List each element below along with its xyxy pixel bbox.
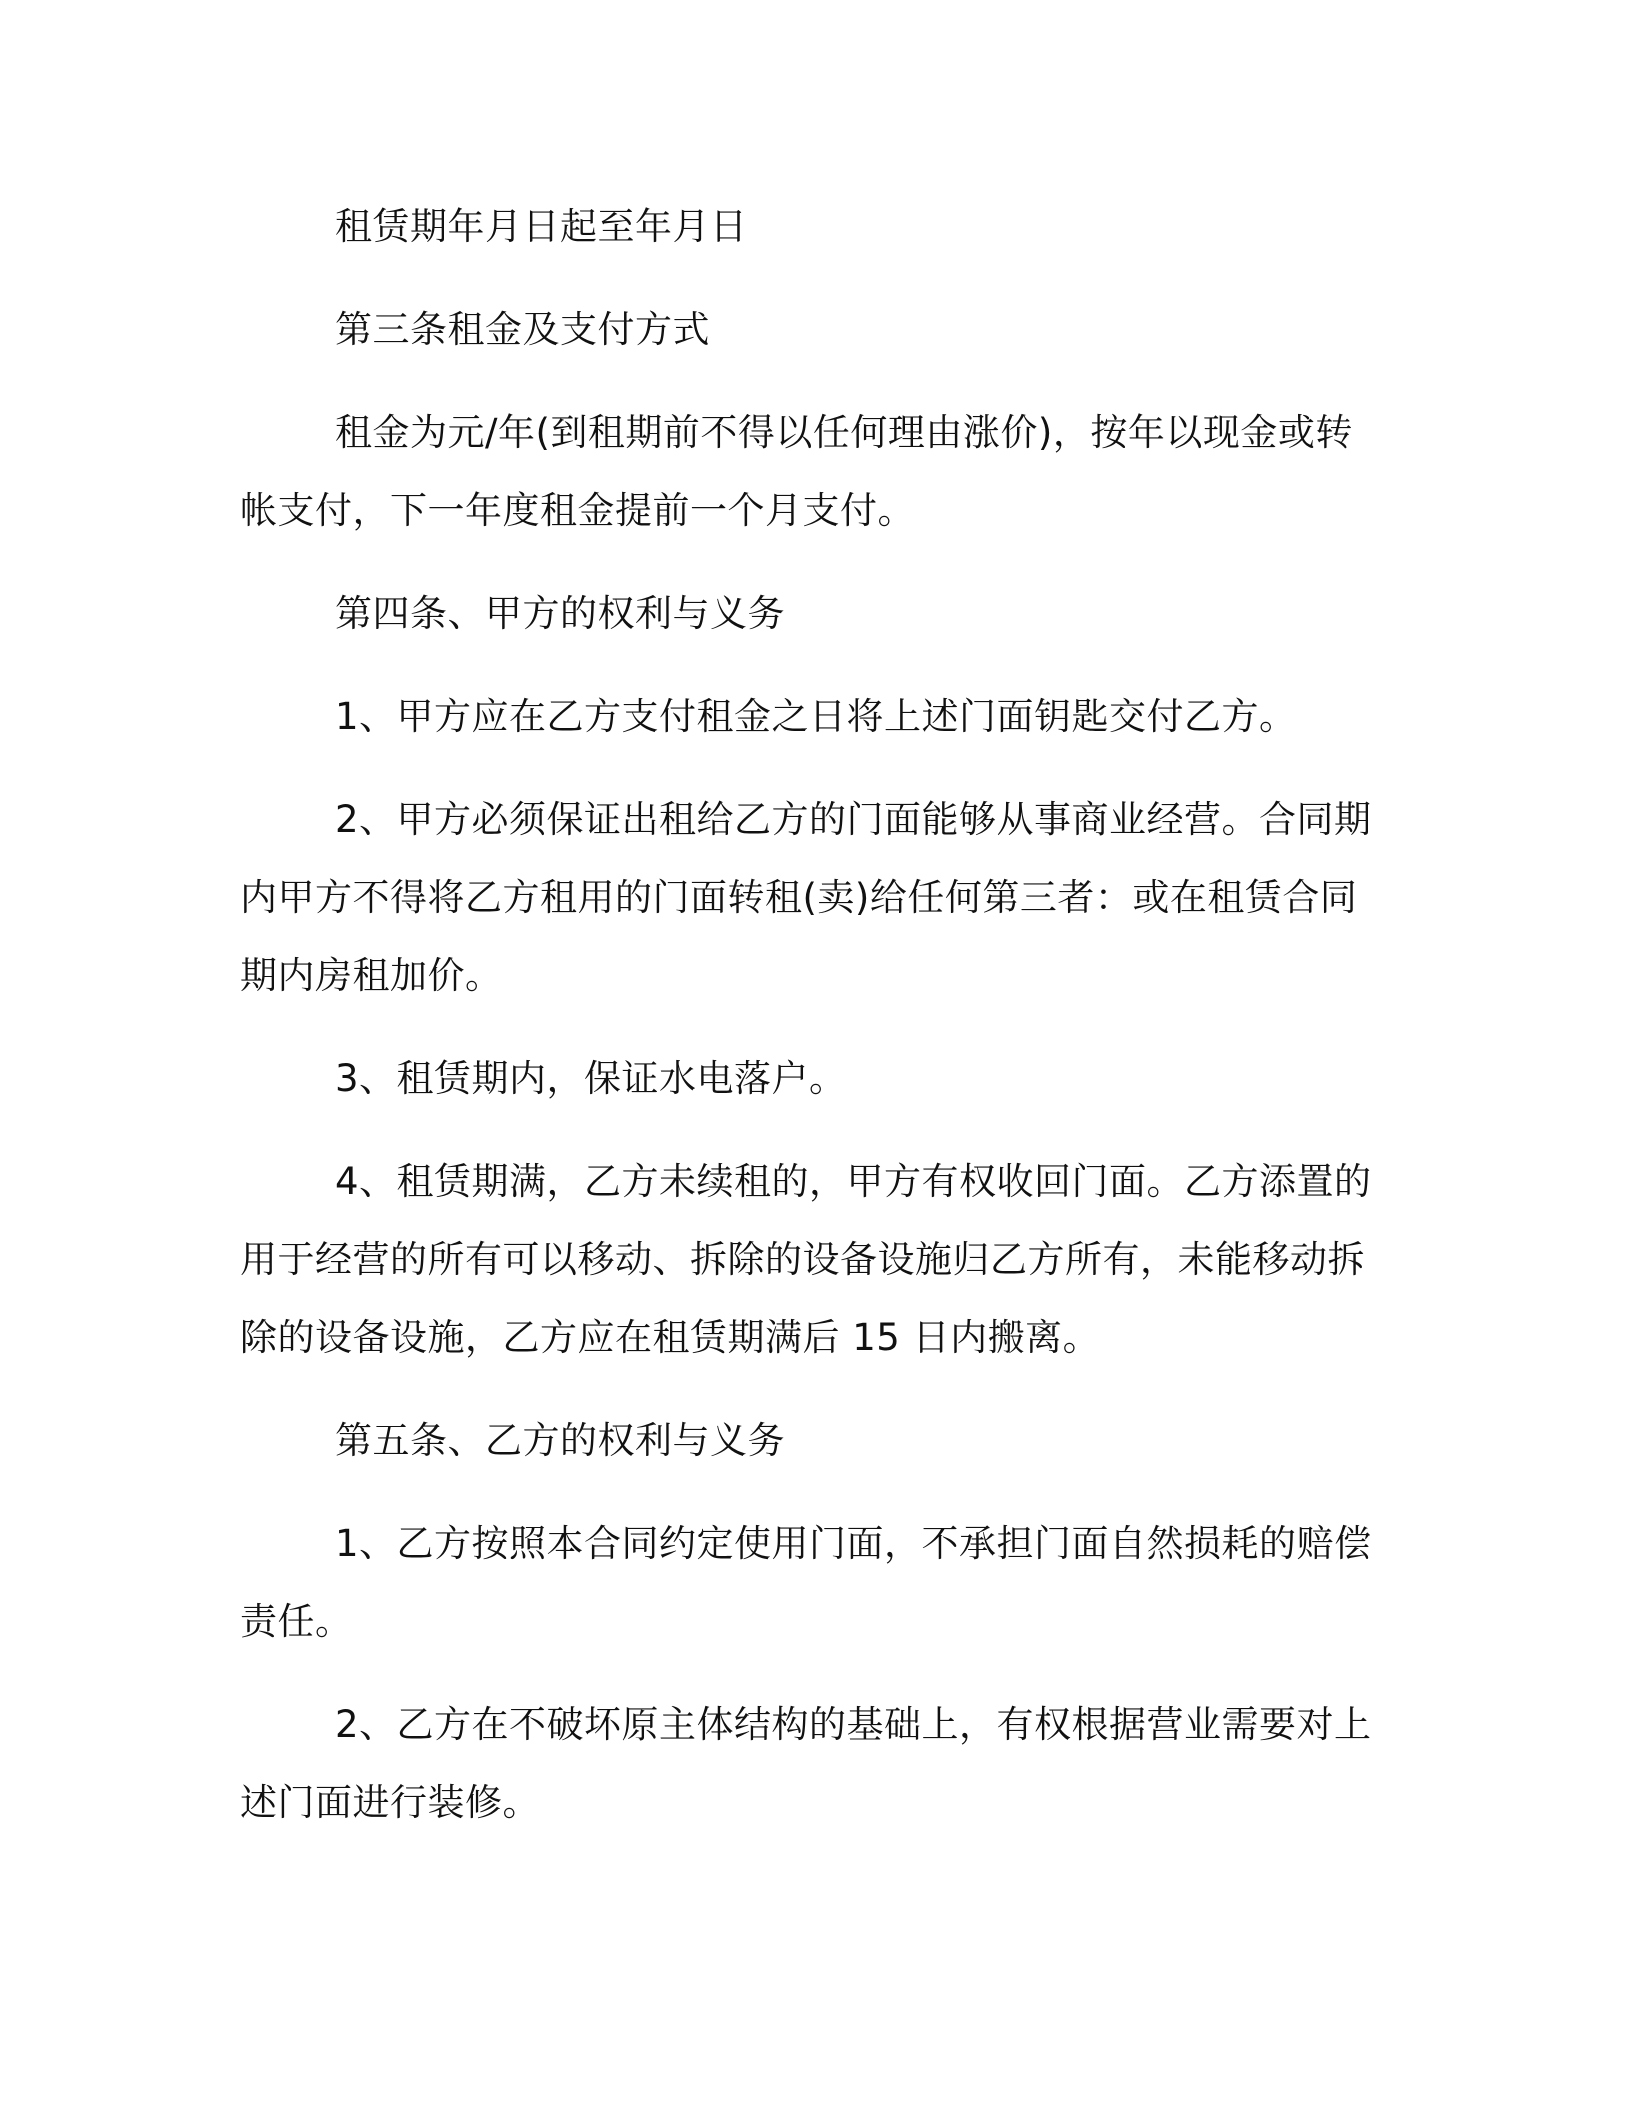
article-4-item-3: 3、租赁期内，保证水电落户。 [335,1057,847,1100]
article-5-item-2: 2、乙方在不破坏原主体结构的基础上，有权根据营业需要对上述门面进行装修。 [240,1703,1372,1824]
lease-term-line: 租赁期年月日起至年月日 [335,205,748,248]
article-5-item-1: 1、乙方按照本合同约定使用门面，不承担门面自然损耗的赔偿责任。 [240,1522,1372,1643]
article-3-rent-clause: 租金为元/年(到租期前不得以任何理由涨价)，按年以现金或转帐支付，下一年度租金提前一个月支付。 [240,411,1353,532]
article-4-item-2: 2、甲方必须保证出租给乙方的门面能够从事商业经营。合同期内甲方不得将乙方租用的门面转租(卖)给任何第三者：或在租赁合同期内房租加价。 [240,798,1372,997]
article-4-item-4: 4、租赁期满，乙方未续租的，甲方有权收回门面。乙方添置的用于经营的所有可以移动、拆除的设备设施归乙方所有，未能移动拆除的设备设施，乙方应在租赁期满后 15 日内搬离。 [240,1160,1372,1359]
article-4-heading: 第四条、甲方的权利与义务 [335,592,785,635]
article-5-heading: 第五条、乙方的权利与义务 [335,1419,785,1462]
document-page [240,188,1390,1867]
article-4-item-1: 1、甲方应在乙方支付租金之日将上述门面钥匙交付乙方。 [335,695,1297,738]
article-3-heading: 第三条租金及支付方式 [335,308,710,351]
